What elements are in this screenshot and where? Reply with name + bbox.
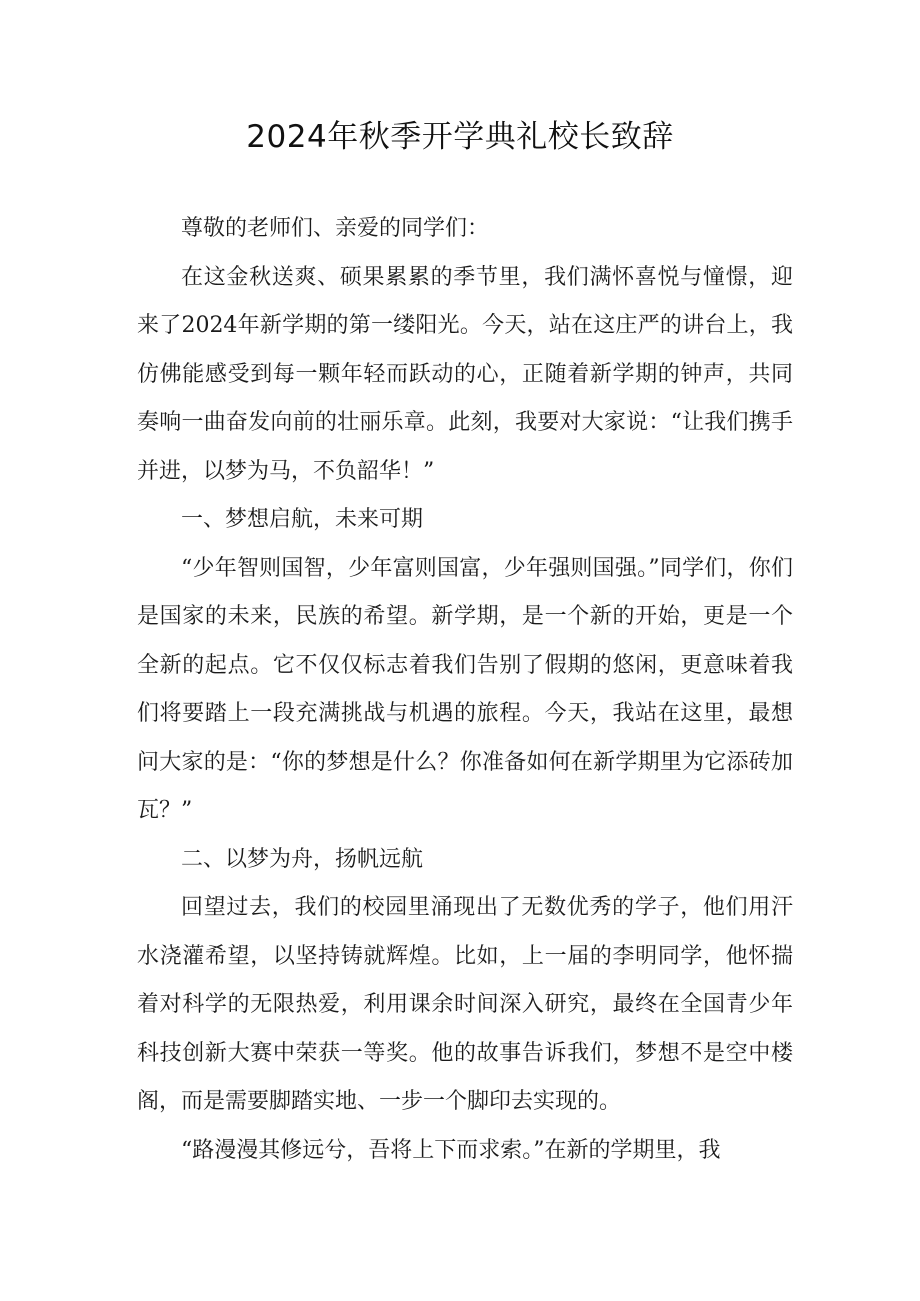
document-body: [137, 205, 793, 1175]
closing-paragraph-partial: “路漫漫其修远兮，吾将上下而求索。”在新的学期里，我: [181, 1137, 721, 1163]
section-heading-2: 二、以梦为舟，扬帆远航: [181, 846, 424, 872]
section-1-paragraph: “少年智则国智，少年富则国富，少年强则国强。”同学们，你们是国家的未来，民族的希望。新学期，是一个新的开始，更是一个全新的起点。它不仅仅标志着我们告别了假期的悠闲，更意味着我们将要踏上一段充满挑战与机遇的旅程。今天，我站在这里，最想问大家的是：“你的梦想是什么？你准备如何在新学期里为它添砖加瓦？”: [137, 555, 793, 823]
salutation-paragraph: 尊敬的老师们、亲爱的同学们：: [181, 216, 490, 241]
section-heading-1: 一、梦想启航，未来可期: [181, 507, 424, 532]
document-title: 2024年秋季开学典礼校长致辞: [246, 119, 674, 155]
section-2-paragraph: 回望过去，我们的校园里涌现出了无数优秀的学子，他们用汗水浇灌希望，以坚持铸就辉煌。比如，上一届的李明同学，他怀揣着对科学的无限热爱，利用课余时间深入研究，最终在全国青少年科技创新大赛中荣获一等奖。他的故事告诉我们，梦想不是空中楼阁，而是需要脚踏实地、一步一个脚印去实现的。: [137, 895, 793, 1114]
opening-paragraph: 在这金秋送爽、硕果累累的季节里，我们满怀喜悦与憧憬，迎来了2024年新学期的第一缕阳光。今天，站在这庄严的讲台上，我仿佛能感受到每一颗年轻而跃动的心，正随着新学期的钟声，共同奏响一曲奋发向前的壮丽乐章。此刻，我要对大家说：“让我们携手并进，以梦为马，不负韶华！”: [137, 264, 793, 484]
